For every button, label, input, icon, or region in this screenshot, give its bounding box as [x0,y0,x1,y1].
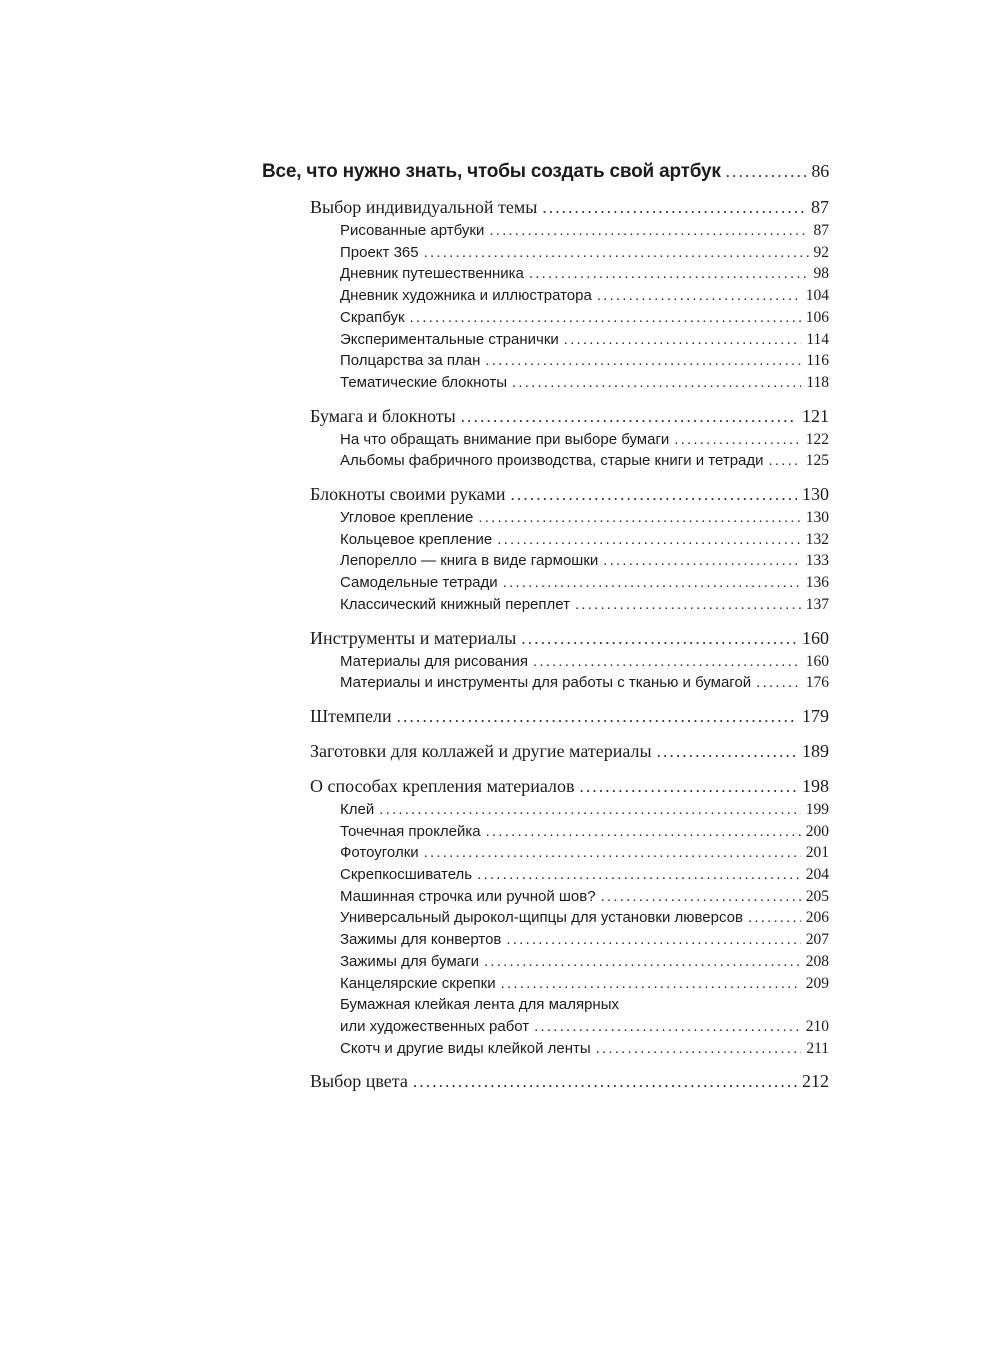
toc-entry [262,429,829,451]
toc-entry-label: На что обращать внимание при выборе бумаги [340,430,670,448]
toc-entry [262,594,829,616]
dot-leader [477,864,801,886]
toc-entry-page: 176 [805,674,829,692]
toc-entry-page: 104 [805,287,829,305]
toc-entry [262,864,829,886]
dot-leader [521,627,797,651]
toc-entry-page: 130 [805,509,829,527]
dot-leader [397,705,797,729]
dot-leader [769,450,801,472]
toc-entry-label: Угловое крепление [340,509,474,527]
dot-leader [506,929,800,951]
toc-entry [262,307,829,329]
toc-entry-label: Полцарства за план [340,352,481,370]
toc-entry-label: Дневник путешественника [340,265,524,283]
dot-leader [510,483,797,507]
toc-entry [262,450,829,472]
dot-leader [497,529,801,551]
dot-leader [596,1038,802,1060]
toc-entry-page: 98 [813,265,829,283]
dot-leader [674,429,800,451]
toc-entry-label: Клей [340,800,375,818]
dot-leader [424,242,809,264]
dot-leader [534,1016,801,1038]
toc-entry-label: Рисованные артбуки [340,222,485,239]
toc-entry-page: 87 [811,197,829,217]
dot-leader [486,821,801,843]
toc-entry-label: Точечная проклейка [340,822,481,840]
toc-entry-label: или художественных работ [340,1017,530,1035]
toc-entry-page: 207 [805,931,829,949]
dot-leader [564,329,802,351]
toc-entry [262,572,829,594]
toc-entry-label: Зажимы для конвертов [340,931,502,949]
toc-entry-page: 205 [805,887,829,905]
toc-entry-page: 198 [802,775,829,796]
toc-entry-page: 210 [805,1017,829,1035]
dot-leader [489,220,808,242]
toc-entry [262,1016,829,1038]
dot-leader [410,307,801,329]
toc-entry [262,842,829,864]
toc-entry-page: 212 [802,1071,829,1092]
dot-leader [657,740,797,764]
toc-entry-page: 204 [805,866,829,884]
toc-entry [262,482,829,507]
toc-entry-label: Универсальный дырокол-щипцы для установки люверсов [340,909,743,927]
toc-entry-label: Экспериментальные странички [340,330,559,348]
toc-entry-label: Выбор индивидуальной темы [310,197,538,217]
toc-entry [262,626,829,651]
toc-entry-page: 92 [813,243,829,261]
toc-entry [262,242,829,264]
toc-entry-label: Кольцевое крепление [340,530,493,548]
toc-entry-label: Штемпели [310,705,392,726]
toc-entry [262,799,829,821]
dot-leader [484,951,801,973]
toc-entry-label: Классический книжный переплет [340,595,570,613]
dot-leader [603,550,800,572]
dot-leader [413,1070,797,1094]
toc-entry [262,220,829,242]
toc-entry [262,195,829,220]
dot-leader [478,507,800,529]
toc-entry-page: 206 [805,909,829,927]
toc-entry [262,1038,829,1060]
toc-entry-page: 116 [806,352,829,370]
toc-entry-label: Скрепкосшиватель [340,866,473,884]
toc-entry-page: 125 [805,452,829,470]
toc-entry-page: 208 [805,952,829,970]
toc-entry-page: 160 [802,627,829,648]
dot-leader [533,651,801,673]
dot-leader [503,572,801,594]
toc-entry-page: 137 [805,595,829,613]
toc-entry-label: Все, что нужно знать, чтобы создать свой артбук [262,161,721,182]
toc-entry-page: 114 [806,330,829,348]
toc-entry [262,263,829,285]
toc-entry [262,350,829,372]
dot-leader [485,350,801,372]
toc-entry-page: 132 [805,530,829,548]
toc-entry-page: 130 [802,484,829,505]
toc-entry-label: Выбор цвета [310,1071,408,1092]
toc-entry [262,550,829,572]
toc-entry-label: Заготовки для коллажей и другие материалы [310,740,652,761]
toc-entry-page: 209 [805,974,829,992]
toc-entry-page: 179 [802,705,829,726]
toc-entry-page: 87 [813,222,829,239]
toc-entry-label: Бумажная клейкая лента для малярных [340,996,620,1014]
dot-leader [529,263,809,285]
toc-entry-page: 122 [805,430,829,448]
toc-entry-label: Канцелярские скрепки [340,974,496,992]
toc-entry-page: 86 [811,161,829,181]
toc-entry [262,158,829,185]
dot-leader [601,886,801,908]
toc-entry [262,285,829,307]
toc-entry [262,529,829,551]
toc-entry [262,821,829,843]
toc-entry-page: 118 [806,373,829,391]
toc-entry [262,1069,829,1094]
toc-entry-label: Самодельные тетради [340,574,498,592]
toc-entry [262,951,829,973]
toc-entry-label: Дневник художника и иллюстратора [340,287,592,305]
toc-entry-label: Скрапбук [340,308,405,326]
toc-entry-label: О способах крепления материалов [310,775,575,796]
toc-entry [262,507,829,529]
toc-entry-label: Тематические блокноты [340,373,508,391]
toc-entry [262,886,829,908]
dot-leader [597,285,801,307]
toc-entry-label: Блокноты своими руками [310,484,506,505]
dot-leader [726,158,807,185]
toc-entry [262,704,829,729]
toc-entry [262,739,829,764]
toc-entry [262,404,829,429]
toc-entry-label: Скотч и другие виды клейкой ленты [340,1039,591,1057]
toc-entry-page: 106 [805,308,829,326]
toc-entry-page: 136 [805,574,829,592]
toc-entry-page: 121 [802,405,829,426]
toc-entry-label: Проект 365 [340,243,419,261]
toc-entry-page: 133 [805,552,829,570]
toc-entry-label: Фотоуголки [340,844,419,862]
toc-entry-label: Бумага и блокноты [310,405,456,426]
dot-leader [501,973,801,995]
toc-entry-label: Материалы для рисования [340,652,528,670]
toc-entry [262,329,829,351]
toc-entry-label: Лепорелло — книга в виде гармошки [340,552,599,570]
toc-entry-label: Материалы и инструменты для работы с тканью и бумагой [340,674,752,692]
toc-entry [262,973,829,995]
toc-entry [262,907,829,929]
dot-leader [748,907,801,929]
dot-leader [461,405,797,429]
dot-leader [512,372,801,394]
toc-entry-label: Инструменты и материалы [310,627,517,648]
dot-leader [575,594,801,616]
dot-leader [542,196,806,220]
toc-entry-page: 200 [805,822,829,840]
toc-entry-label: Зажимы для бумаги [340,952,479,970]
dot-leader [580,775,798,799]
dot-leader [379,799,801,821]
toc-entry [262,774,829,799]
toc-entry-page: 211 [806,1039,829,1057]
toc-entry-page: 201 [805,844,829,862]
dot-leader [424,842,801,864]
dot-leader [756,672,801,694]
toc-entry [262,994,829,1016]
toc-entry-page: 199 [805,800,829,818]
toc-entry [262,929,829,951]
toc-entry-page: 160 [805,652,829,670]
toc-entry [262,372,829,394]
toc-entry-label: Альбомы фабричного производства, старые книги и тетради [340,452,764,470]
table-of-contents [262,158,829,1094]
toc-entry-page: 189 [802,740,829,761]
toc-entry [262,672,829,694]
toc-entry-label: Машинная строчка или ручной шов? [340,887,596,905]
toc-entry [262,651,829,673]
